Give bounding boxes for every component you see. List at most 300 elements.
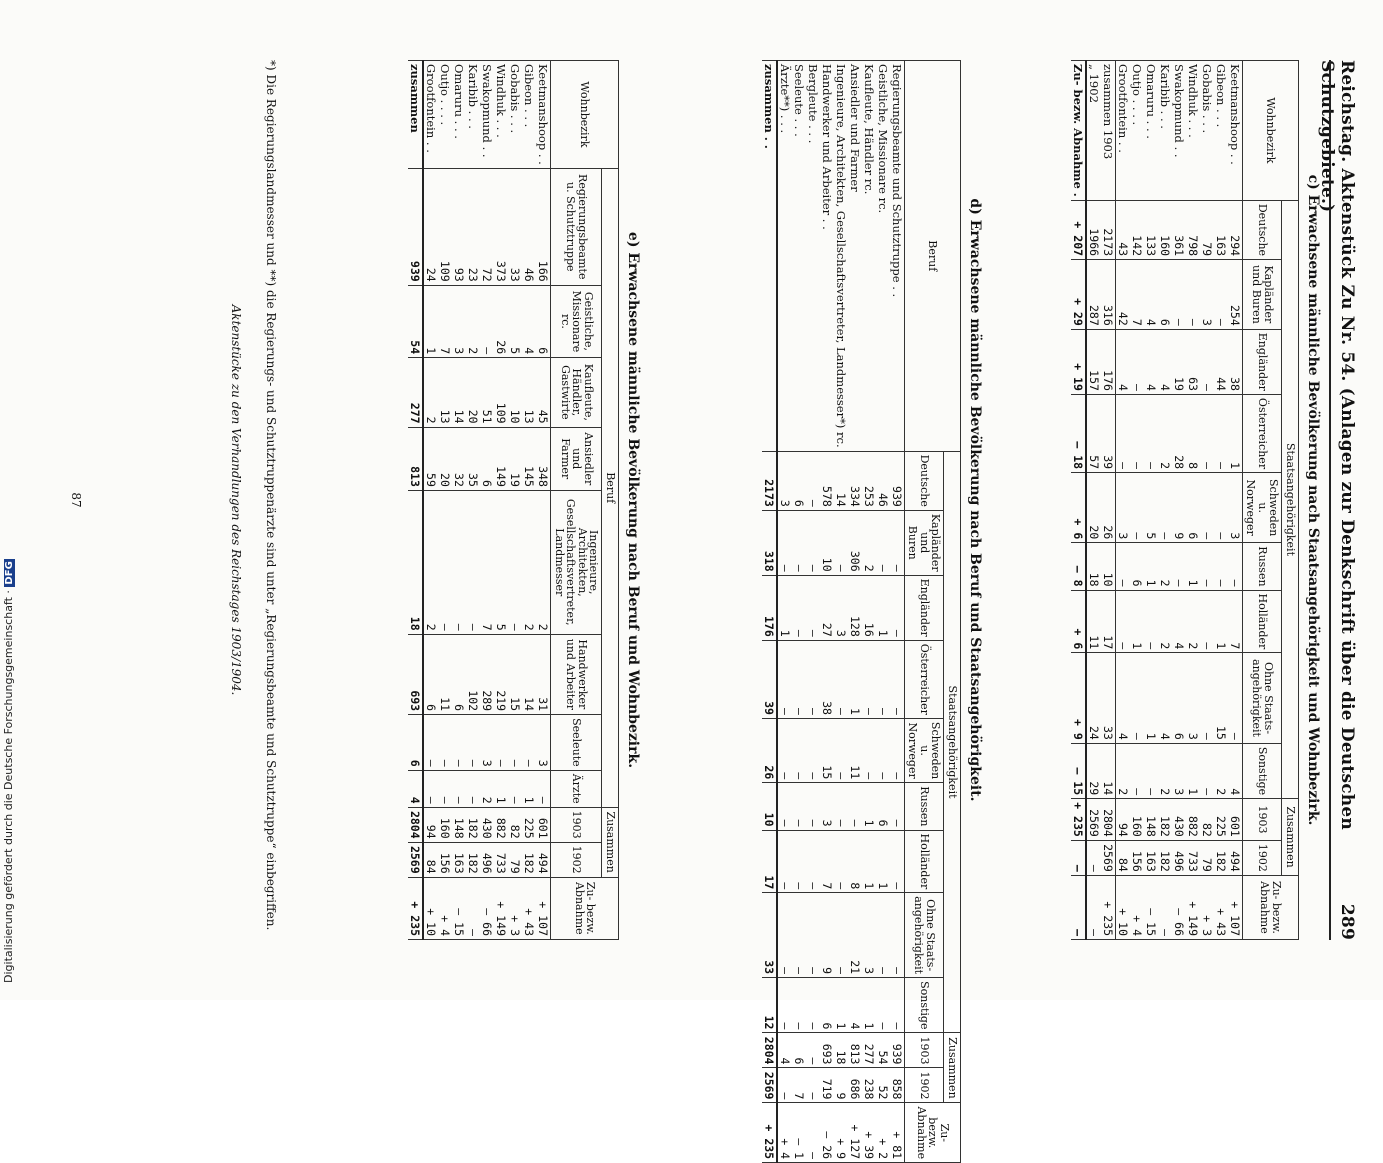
table-cell: —: [792, 718, 806, 782]
row-label: Grootfontein . .: [423, 61, 438, 169]
table-cell: + 9: [1071, 653, 1086, 744]
table-cell: 4: [777, 1033, 792, 1068]
table-cell: —: [1214, 394, 1228, 472]
table-cell: —: [792, 893, 806, 978]
table-cell: —: [806, 783, 820, 830]
table-cell: 3: [1115, 473, 1130, 543]
row-label: Outjo . . . .: [438, 61, 452, 169]
table-cell: 20: [466, 358, 480, 427]
table-cell: 46: [522, 168, 536, 285]
table-cell: 18: [834, 1033, 848, 1068]
table-row: [1130, 61, 1144, 940]
table-cell: —: [1214, 543, 1228, 590]
table-cell: 54: [876, 1033, 890, 1068]
table-cell: 4: [1144, 260, 1158, 330]
table-cell: 6: [876, 783, 890, 830]
table-cell: —: [876, 640, 890, 718]
table-cell: 156: [438, 842, 452, 877]
table-cell: 318: [762, 510, 777, 575]
row-label: Seeleute . . .: [792, 61, 806, 452]
table-cell: —: [876, 978, 890, 1033]
table-cell: — 15: [1144, 875, 1158, 939]
table-cell: —: [862, 640, 876, 718]
column-header: Sonstige: [904, 978, 944, 1033]
table-cell: + 43: [522, 877, 536, 939]
table-row: [1228, 61, 1243, 940]
table-cell: —: [1200, 329, 1214, 394]
table-cell: —: [792, 640, 806, 718]
table-row: [423, 61, 438, 940]
table-cell: 1: [1144, 653, 1158, 744]
table-row: [1115, 61, 1130, 940]
header-row: [1282, 61, 1299, 940]
column-header: Seeleute: [551, 715, 602, 771]
row-label: Zu- bezw. Abnahme .: [1071, 61, 1086, 201]
table-cell: 306: [848, 510, 862, 575]
table-row: [1158, 61, 1172, 940]
table-cell: 182: [1214, 840, 1228, 875]
table-cell: — 26: [820, 1103, 834, 1163]
table-cell: —: [777, 718, 792, 782]
column-header: Deutsche: [904, 451, 944, 510]
header-sum: Zusammen: [1282, 799, 1299, 876]
table-cell: + 107: [536, 877, 551, 939]
table-cell: 84: [423, 842, 438, 877]
table-cell: —: [1130, 329, 1144, 394]
table-cell: —: [466, 770, 480, 807]
table-cell: 1: [1130, 590, 1144, 653]
table-cell: 4: [1158, 653, 1172, 744]
header-row: [551, 61, 602, 940]
table-cell: 3: [1172, 743, 1186, 798]
column-header: Engländer: [1242, 329, 1282, 394]
table-cell: 20: [438, 427, 452, 490]
table-cell: 3: [777, 451, 792, 510]
row-label: Regierungsbeamte und Schutztruppe . .: [890, 61, 905, 452]
table-row: [848, 61, 862, 1163]
table-cell: + 4: [777, 1103, 792, 1163]
row-label: Gibeon . . .: [522, 61, 536, 169]
table-cell: 57: [1086, 394, 1101, 472]
table-cell: —: [438, 715, 452, 771]
table-cell: 43: [1115, 200, 1130, 259]
table-cell: 6: [792, 451, 806, 510]
table-cell: 45: [536, 358, 551, 427]
table-cell: 26: [494, 285, 508, 357]
table-cell: 23: [466, 168, 480, 285]
table-cell: 4: [1144, 329, 1158, 394]
table-cell: 1: [1214, 590, 1228, 653]
row-label: Grootfontein . .: [1115, 61, 1130, 201]
header-group: Staatsangehörigkeit: [1282, 200, 1299, 798]
table-cell: —: [1200, 743, 1214, 798]
table-cell: 13: [438, 358, 452, 427]
table-cell: 160: [438, 807, 452, 842]
table-cell: 10: [508, 358, 522, 427]
table-cell: 79: [1200, 840, 1214, 875]
table-cell: + 107: [1228, 875, 1243, 939]
table-cell: 182: [466, 842, 480, 877]
table-cell: 6: [423, 634, 438, 714]
table-cell: + 207: [1071, 200, 1086, 259]
table-cell: + 10: [423, 877, 438, 939]
table-cell: —: [777, 893, 792, 978]
column-header: Ärzte: [551, 770, 602, 807]
column-header: Handwerker und Arbeiter: [551, 634, 602, 714]
table-cell: —: [792, 783, 806, 830]
column-header: Kaufleute, Händler, Gastwirte: [551, 358, 602, 427]
table-cell: + 10: [1115, 875, 1130, 939]
table-cell: 148: [452, 807, 466, 842]
table-cell: 430: [480, 807, 494, 842]
table-cell: 8: [848, 830, 862, 893]
table-cell: 2: [1115, 743, 1130, 798]
table-row: [480, 61, 494, 940]
table-cell: 2: [522, 490, 536, 634]
table-cell: 939: [890, 1033, 905, 1068]
table-cell: 496: [480, 842, 494, 877]
table-cell: —: [438, 490, 452, 634]
table-cell: 149: [494, 427, 508, 490]
table-cell: 14: [1101, 743, 1116, 798]
table-cell: 163: [452, 842, 466, 877]
table-cell: —: [466, 877, 480, 939]
table-cell: —: [1172, 543, 1186, 590]
table-cell: 15: [508, 634, 522, 714]
table-cell: 148: [1144, 799, 1158, 841]
table-cell: 93: [452, 168, 466, 285]
table-cell: 94: [1115, 799, 1130, 841]
table-cell: —: [1228, 543, 1243, 590]
column-header: Deutsche: [1242, 200, 1282, 259]
header-change: Zu- bezw. Abnahme: [551, 877, 619, 939]
table-row: [536, 61, 551, 940]
column-header-1902: 1902: [1242, 840, 1282, 875]
table-cell: —: [890, 718, 905, 782]
row-label: Swakopmund . .: [1172, 61, 1186, 201]
table-row: [1200, 61, 1214, 940]
table-cell: 3: [480, 715, 494, 771]
table-cell: 6: [820, 978, 834, 1033]
page-header: [1317, 60, 1357, 940]
table-cell: 2: [1158, 590, 1172, 653]
table-cell: —: [452, 490, 466, 634]
column-header: Sonstige: [1242, 743, 1282, 798]
table-cell: 4: [1228, 743, 1243, 798]
table-cell: 2: [1158, 543, 1172, 590]
table-row: [408, 61, 423, 940]
table-cell: 32: [452, 427, 466, 490]
row-label: Swakopmund . .: [480, 61, 494, 169]
table-cell: 163: [1144, 840, 1158, 875]
table-cell: —: [1115, 590, 1130, 653]
table-cell: 2569: [408, 842, 423, 877]
table-row: [466, 61, 480, 940]
row-label: „ 1902: [1086, 61, 1101, 201]
table-cell: —: [890, 510, 905, 575]
table-cell: 6: [480, 427, 494, 490]
table-cell: —: [1086, 840, 1101, 875]
header-change: Zu- bezw. Abnahme: [1242, 875, 1298, 939]
table-row: [1071, 61, 1086, 940]
table-cell: 63: [1186, 329, 1200, 394]
table-cell: —: [777, 978, 792, 1033]
table-cell: —: [1071, 875, 1086, 939]
table-cell: —: [508, 715, 522, 771]
table-cell: 2173: [1101, 200, 1116, 259]
table-cell: 2: [423, 358, 438, 427]
table-cell: 693: [820, 1033, 834, 1068]
table-cell: 44: [1214, 329, 1228, 394]
table-cell: —: [792, 575, 806, 640]
table-cell: 176: [1101, 329, 1116, 394]
table-cell: 79: [508, 842, 522, 877]
table-cell: 219: [494, 634, 508, 714]
table-cell: 254: [1228, 260, 1243, 330]
table-cell: 1: [876, 830, 890, 893]
row-label: Ansiedler und Farmer: [848, 61, 862, 452]
table-cell: 52: [876, 1068, 890, 1103]
table-cell: —: [806, 893, 820, 978]
row-label: Handwerker und Arbeiter . .: [820, 61, 834, 452]
table-cell: 4: [1172, 590, 1186, 653]
table-cell: —: [890, 640, 905, 718]
table-cell: 3: [862, 893, 876, 978]
column-header: Ohne Staats-angehörigkeit: [904, 893, 944, 978]
table-cell: 7: [792, 1068, 806, 1103]
table-cell: 33: [762, 893, 777, 978]
column-header: Österreicher: [904, 640, 944, 718]
table-cell: —: [890, 830, 905, 893]
table-cell: — 1: [792, 1103, 806, 1163]
table-cell: 19: [508, 427, 522, 490]
table-cell: 7: [1228, 590, 1243, 653]
header-group: Beruf: [602, 168, 619, 807]
column-header: Schweden u. Norweger: [904, 718, 944, 782]
table-cell: —: [834, 640, 848, 718]
table-cell: 1: [834, 978, 848, 1033]
table-row: [862, 61, 876, 1163]
table-cell: 733: [494, 842, 508, 877]
table-cell: —: [466, 715, 480, 771]
table-cell: —: [1200, 543, 1214, 590]
row-label: zusammen . .: [762, 61, 777, 452]
table-cell: 294: [1228, 200, 1243, 259]
table-row: [438, 61, 452, 940]
table-cell: —: [792, 510, 806, 575]
header-row: [944, 61, 961, 1163]
table-cell: —: [1172, 260, 1186, 330]
table-cell: —: [890, 783, 905, 830]
table-cell: —: [876, 718, 890, 782]
table-cell: 33: [508, 168, 522, 285]
row-label: Gobabis . . .: [508, 61, 522, 169]
column-header: Kapländer und Buren: [1242, 260, 1282, 330]
table-cell: 277: [862, 1033, 876, 1068]
table-cell: 9: [834, 1068, 848, 1103]
table-cell: 1: [848, 640, 862, 718]
row-label: Ingenieure, Architekten, Gesellschaftsvertreter, Landmesser*) rc.: [834, 61, 848, 452]
table-cell: 882: [494, 807, 508, 842]
table-cell: 1966: [1086, 200, 1101, 259]
table-cell: —: [806, 451, 820, 510]
table-cell: 2804: [408, 807, 423, 842]
table-cell: 2569: [762, 1068, 777, 1103]
table-cell: 2: [1158, 394, 1172, 472]
row-label: Omaruru . . .: [1144, 61, 1158, 201]
table-cell: 2: [1186, 590, 1200, 653]
table-cell: + 4: [1130, 875, 1144, 939]
table-cell: 11: [438, 634, 452, 714]
table-row: [890, 61, 905, 1163]
table-cell: 84: [1115, 840, 1130, 875]
table-cell: —: [848, 783, 862, 830]
table-cell: 12: [762, 978, 777, 1033]
table-row: [1214, 61, 1228, 940]
table-c: [1071, 60, 1299, 940]
table-cell: 3: [536, 715, 551, 771]
table-cell: 578: [820, 451, 834, 510]
table-row: [820, 61, 834, 1163]
table-cell: —: [777, 830, 792, 893]
table-cell: 6: [1158, 260, 1172, 330]
table-cell: 6: [536, 285, 551, 357]
table-cell: —: [834, 830, 848, 893]
table-cell: + 19: [1071, 329, 1086, 394]
table-cell: 6: [1172, 653, 1186, 744]
table-cell: + 9: [834, 1103, 848, 1163]
table-cell: 39: [762, 640, 777, 718]
table-cell: 1: [1186, 743, 1200, 798]
table-cell: 3: [1200, 260, 1214, 330]
table-cell: 733: [1186, 840, 1200, 875]
row-label: Gobabis . . .: [1200, 61, 1214, 201]
table-cell: 4: [1158, 329, 1172, 394]
table-cell: + 235: [1071, 799, 1086, 841]
table-cell: 20: [1086, 473, 1101, 543]
table-cell: 7: [820, 830, 834, 893]
table-cell: —: [806, 640, 820, 718]
footnote: *) Die Regierungslandmesser und **) die Regierungs- und Schutztruppenärzte sind unter „Regierungsbeamte und Schutztruppe“ einbegriffen.: [264, 60, 278, 931]
digitization-note: [0, 561, 20, 995]
table-cell: 289: [480, 634, 494, 714]
row-label: Ärzte**) . . .: [777, 61, 792, 452]
table-cell: —: [423, 715, 438, 771]
table-row: [522, 61, 536, 940]
table-cell: 3: [834, 575, 848, 640]
table-cell: —: [466, 490, 480, 634]
table-cell: 277: [408, 358, 423, 427]
table-cell: —: [1115, 394, 1130, 472]
table-cell: —: [452, 715, 466, 771]
table-cell: —: [834, 893, 848, 978]
table-cell: 9: [1172, 473, 1186, 543]
table-cell: 601: [1228, 799, 1243, 841]
table-row: [806, 61, 820, 1163]
table-row: [762, 61, 777, 1163]
table-cell: —: [777, 783, 792, 830]
table-cell: —: [806, 1068, 820, 1103]
table-cell: 2: [423, 490, 438, 634]
table-cell: —: [1086, 875, 1101, 939]
table-cell: 31: [536, 634, 551, 714]
table-cell: + 3: [508, 877, 522, 939]
header-row-label: Wohnbezirk: [1242, 61, 1298, 201]
table-cell: 2173: [762, 451, 777, 510]
table-cell: 1: [876, 575, 890, 640]
table-row: [494, 61, 508, 940]
table-row: [792, 61, 806, 1163]
table-cell: 3: [1186, 653, 1200, 744]
table-row: [1144, 61, 1158, 940]
table-cell: —: [777, 1068, 792, 1103]
table-cell: —: [1214, 260, 1228, 330]
table-cell: —: [452, 770, 466, 807]
table-cell: + 39: [862, 1103, 876, 1163]
table-cell: 54: [408, 285, 423, 357]
table-cell: 160: [1130, 799, 1144, 841]
table-cell: —: [480, 285, 494, 357]
table-cell: 26: [1101, 473, 1116, 543]
table-cell: — 66: [1172, 875, 1186, 939]
table-cell: 6: [1186, 473, 1200, 543]
table-cell: 253: [862, 451, 876, 510]
table-cell: 128: [848, 575, 862, 640]
table-cell: 316: [1101, 260, 1116, 330]
row-label: Karibib . . .: [1158, 61, 1172, 201]
table-cell: —: [834, 510, 848, 575]
column-header-1902: 1902: [904, 1068, 944, 1103]
table-cell: 6: [1130, 543, 1144, 590]
table-cell: —: [438, 770, 452, 807]
table-cell: —: [508, 770, 522, 807]
table-cell: 4: [408, 770, 423, 807]
table-cell: 94: [423, 807, 438, 842]
table-cell: 798: [1186, 200, 1200, 259]
header-row-label: Beruf: [904, 61, 960, 452]
table-cell: 109: [494, 358, 508, 427]
table-cell: 3: [820, 783, 834, 830]
table-cell: —: [777, 640, 792, 718]
table-cell: —: [1200, 394, 1214, 472]
row-label: Omaruru . . .: [452, 61, 466, 169]
table-row: [508, 61, 522, 940]
table-cell: 109: [438, 168, 452, 285]
table-cell: 373: [494, 168, 508, 285]
table-cell: 2569: [1101, 840, 1116, 875]
table-cell: — 15: [452, 877, 466, 939]
table-cell: 882: [1186, 799, 1200, 841]
table-cell: 14: [522, 634, 536, 714]
row-label: Gibeon . . .: [1214, 61, 1228, 201]
table-cell: 686: [848, 1068, 862, 1103]
table-cell: 156: [1130, 840, 1144, 875]
table-cell: 1: [777, 575, 792, 640]
table-cell: 238: [862, 1068, 876, 1103]
row-label: Bergleute . . .: [806, 61, 820, 452]
table-cell: 21: [848, 893, 862, 978]
page-number: 87: [69, 492, 83, 508]
table-cell: + 235: [408, 877, 423, 939]
table-cell: 11: [1086, 590, 1101, 653]
caption-c: c) Erwachsene männliche Bevölkerung nach Staatsangehörigkeit und Wohnbezirk.: [1305, 174, 1321, 826]
column-header: Russen: [1242, 543, 1282, 590]
table-cell: —: [806, 830, 820, 893]
table-row: [1186, 61, 1200, 940]
table-cell: 18: [1086, 543, 1101, 590]
table-cell: 693: [408, 634, 423, 714]
table-cell: —: [777, 510, 792, 575]
